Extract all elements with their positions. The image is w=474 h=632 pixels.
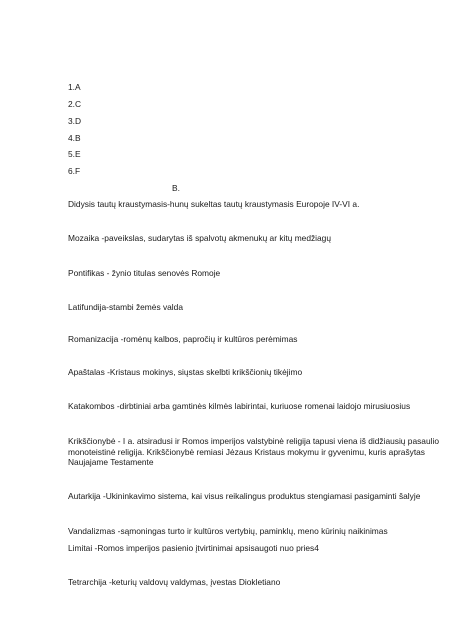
definition-paragraph: Romanizacija -romėnų kalbos, papročių ir kultūros perėmimas [68, 334, 298, 344]
answer-line: 1.A [68, 82, 81, 92]
definition-paragraph: Pontifikas - žynio titulas senovės Romoje [68, 268, 221, 278]
definition-paragraph: Vandalizmas -sąmoningas turto ir kultūros vertybių, paminklų, meno kūrinių naikinimas [68, 526, 388, 536]
definition-paragraph: Limitai -Romos imperijos pasienio įtvirtinimai apsisaugoti nuo pries4 [68, 543, 319, 553]
answer-line: 2.C [68, 99, 82, 109]
answer-line: 6.F [68, 166, 81, 176]
definition-paragraph: Didysis tautų kraustymasis-hunų sukeltas tautų kraustymasis Europoje IV-VI a. [68, 199, 360, 209]
answer-line: 5.E [68, 149, 81, 159]
definition-paragraph: Tetrarchija -keturių valdovų valdymas, įvestas Diokletiano [68, 577, 281, 587]
definition-paragraph: Apaštalas -Kristaus mokinys, siųstas skelbti krikščionių tikėjimo [68, 367, 303, 377]
section-label: B. [172, 183, 180, 193]
definition-paragraph: Autarkija -Ukininkavimo sistema, kai visus reikalingus produktus stengiamasi pasigaminti šalyje [68, 491, 421, 501]
definition-paragraph: Krikščionybė - I a. atsiradusi ir Romos imperijos valstybinė religija tapusi viena iš didžiausių pasaulio monoteistinė religija. Krikščionybė remiasi Jėzaus Kristaus mokymu ir gyvenimu, kuris aprašytas Naujajame Testamente [68, 436, 439, 467]
answer-line: 4.B [68, 133, 81, 143]
answer-line: 3.D [68, 116, 82, 126]
definition-paragraph: Katakombos -dirbtiniai arba gamtinės kilmės labirintai, kuriuose romenai laidojo mirusiuosius [68, 401, 411, 411]
definition-paragraph: Latifundija-stambi žemės valda [68, 302, 183, 312]
definition-paragraph: Mozaika -paveikslas, sudarytas iš spalvotų akmenukų ar kitų medžiagų [68, 233, 332, 243]
